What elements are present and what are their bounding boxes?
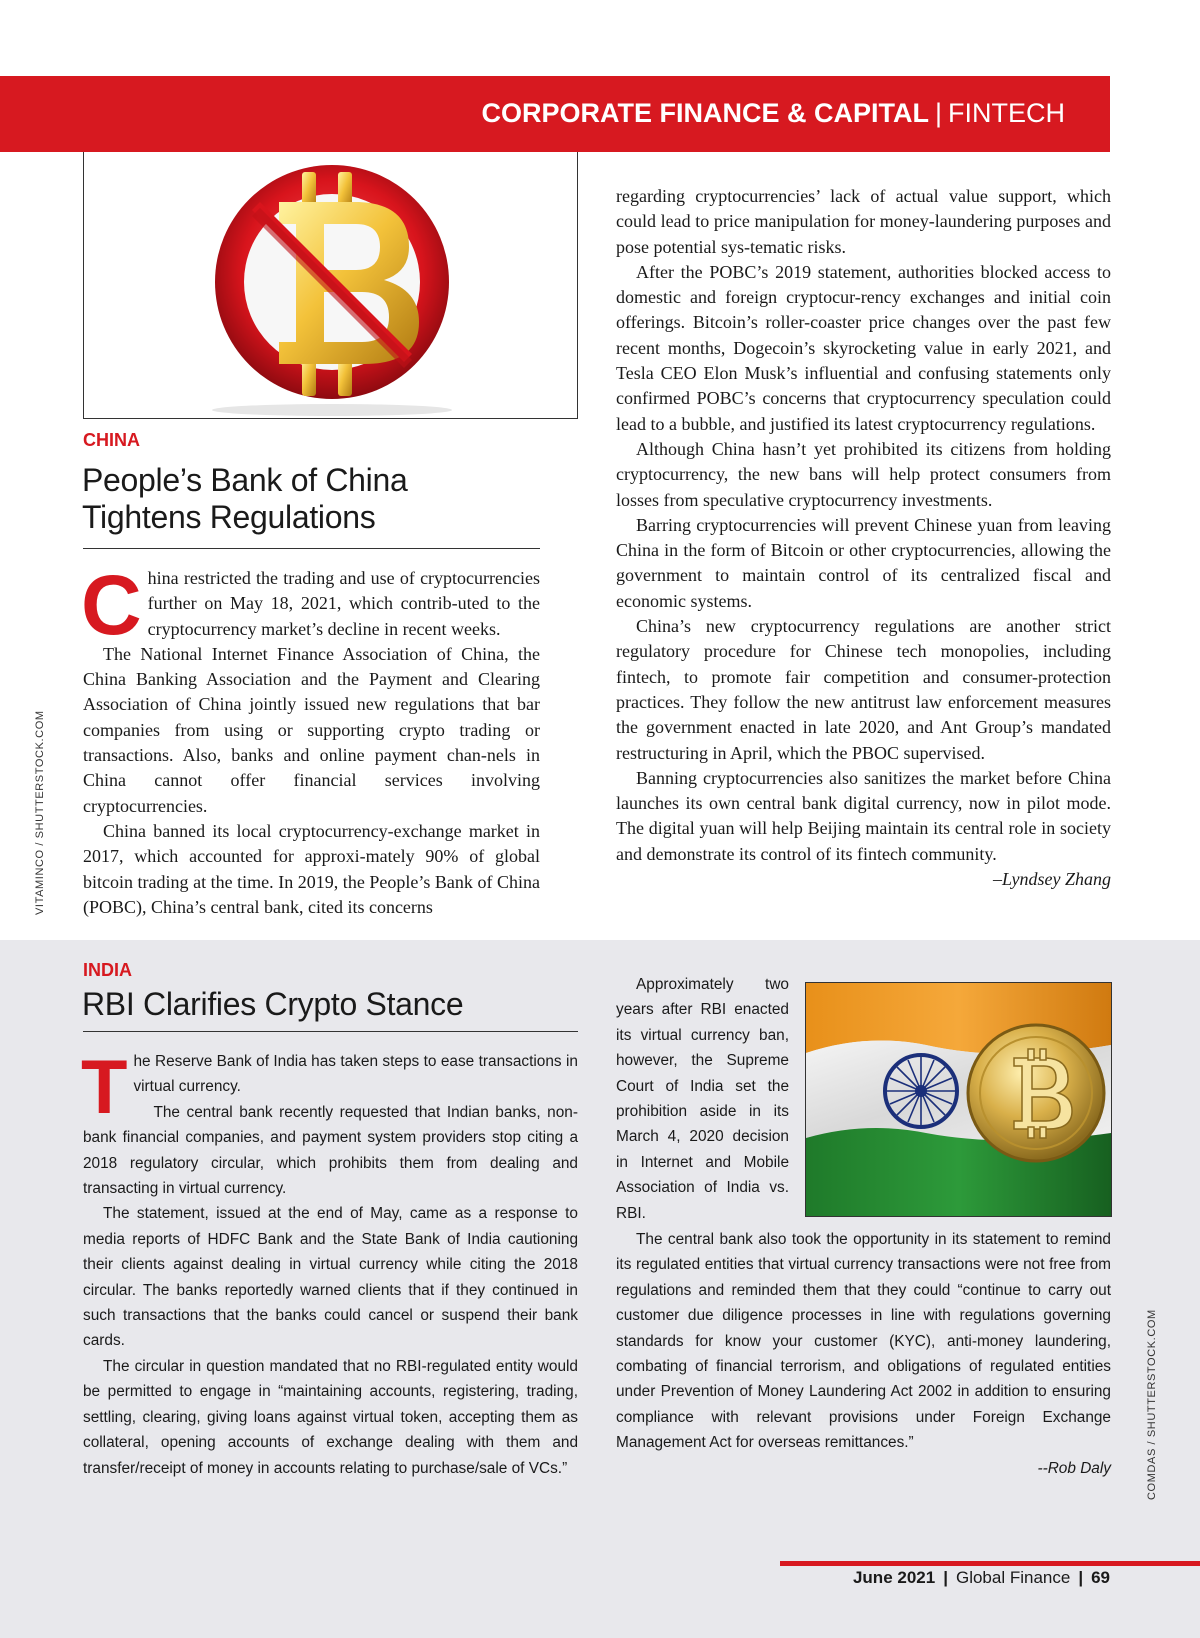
indian-flag-bitcoin-image — [806, 983, 1111, 1216]
china-paragraph-6: Barring cryptocurrencies will prevent Chinese yuan from leaving China in the form of Bitcoin or other cryptocurrencies, allowing the government to maintain control of its centralized fiscal and economic systems. — [616, 514, 1111, 611]
china-paragraph-1 — [81, 558, 540, 652]
footer-date: June 2021 — [852, 1568, 936, 1587]
china-paragraph-2: The National Internet Finance Association of China, the China Banking Association and the Payment and Clearing Association of China jointly issued new regulations that bar companies from using or supporting crypto trading or transactions. Also, banks and online payment chan-nels in China cannot offer financial services involving cryptocurrencies. — [83, 643, 540, 816]
footer-separator-2: | — [1078, 1568, 1084, 1587]
china-paragraph-7: China’s new cryptocurrency regulations are another strict regulatory procedure for Chinese tech monopolies, including fintech, to promote fair competition and consumer-protection practices. They follow the new antitrust law enforcement measures the government enacted in late 2020, and Ant Group’s mandated restructuring in April, which the PBOC supervised. — [616, 616, 1111, 763]
subsection-name: FINTECH — [948, 98, 1065, 128]
india-paragraph-2: The central bank recently requested that Indian banks, non-bank financial companies, and payment system providers stop citing a 2018 regulatory circular, which prohibits them from dealing and transacting in virtual currency. — [83, 1103, 578, 1198]
india-byline: --Rob Daly — [1037, 1459, 1111, 1477]
india-paragraph-5: Approximately two years after RBI enacted its virtual currency ban, however, the Supreme Court of India set the prohibition aside in its March 4, 2020 decision in Internet and Mobile Association of India vs. RBI. — [616, 976, 789, 1222]
china-paragraph-3: China banned its local cryptocurrency-exchange market in 2017, which accounted for approxi-mately 90% of global bitcoin trading at the time. In 2019, the People’s Bank of China (POBC), China’s central bank, cited its concerns — [83, 820, 540, 917]
china-headline-line2: Tightens Regulations — [82, 499, 376, 535]
india-paragraph-4: The circular in question mandated that no RBI-regulated entity would be permitted to engage in “maintaining accounts, registering, trading, settling, clearing, giving loans against virtual token, accepting them as collateral, opening accounts of exchange dealing with them and transfer/receipt of money in accounts relating to purchase/sale of VCs.” — [83, 1357, 578, 1477]
footer-publication: Global Finance — [955, 1568, 1071, 1587]
section-title — [481, 98, 1065, 129]
china-headline — [82, 462, 407, 536]
footer-separator-1: | — [943, 1568, 948, 1587]
india-headline: RBI Clarifies Crypto Stance — [82, 986, 464, 1022]
footer-rule — [780, 1561, 1200, 1566]
china-paragraph-5: Although China hasn’t yet prohibited its citizens from holding cryptocurrency, the new bans will help protect consumers from losses from speculative cryptocurrency investments. — [616, 438, 1111, 510]
china-image-credit: VITAMINCO / SHUTTERSTOCK.COM — [34, 710, 46, 915]
india-headline-rule — [83, 1031, 578, 1032]
page-footer — [853, 1568, 1110, 1588]
section-banner — [0, 76, 1110, 152]
china-article-image — [83, 152, 578, 419]
india-image-credit: COMDAS / SHUTTERSTOCK.COM — [1146, 1309, 1158, 1500]
india-column-2-bottom — [616, 1227, 1111, 1481]
china-paragraph-3-continued: regarding cryptocurrencies’ lack of actual value support, which could lead to price manipulation for money-laundering purposes and pose potential sys-tematic risks. — [616, 186, 1111, 257]
section-name: CORPORATE FINANCE & CAPITAL — [481, 98, 929, 128]
footer-page-number: 69 — [1091, 1568, 1110, 1587]
china-paragraph-1-text: hina restricted the trading and use of cryptocurrencies further on May 18, 2021, which contrib-uted to the cryptocurrency market’s decline in recent weeks. — [147, 568, 540, 639]
india-paragraph-3: The statement, issued at the end of May, came as a response to media reports of HDFC Bank and the State Bank of India cautioning their clients against dealing in virtual currency while citing the 2018 circular. The banks reportedly warned clients that if they continued in such transactions that the banks could cancel or suspend their bank cards. — [83, 1205, 578, 1350]
india-dropcap: T — [81, 1045, 128, 1130]
india-kicker: INDIA — [83, 960, 132, 980]
section-separator: | — [934, 98, 942, 128]
india-paragraph-1-text: he Reserve Bank of India has taken steps to ease transactions in virtual currency. — [133, 1053, 578, 1096]
china-byline: –Lyndsey Zhang — [993, 869, 1111, 890]
india-paragraph-6: The central bank also took the opportunity in its statement to remind its regulated entities that virtual currency transactions were not free from regulations and reminded them that they could “continue to carry out customer due diligence processes in line with regulations governing standards for know your customer (KYC), anti-money laundering, combating of financial terrorism, and obligations of regulated entities under Prevention of Money Laundering Act 2002 in addition to ensuring compliance with relevant provisions under Foreign Exchange Management Act for overseas remittances.” — [616, 1231, 1111, 1452]
china-headline-rule — [83, 548, 540, 549]
china-dropcap: C — [81, 558, 142, 652]
india-paragraph-1 — [81, 1045, 578, 1130]
china-headline-line1: People’s Bank of China — [82, 462, 408, 498]
india-column-1 — [81, 1045, 578, 1481]
india-column-2-top — [616, 972, 789, 1226]
india-article-image — [805, 982, 1112, 1217]
china-paragraph-4: After the POBC’s 2019 statement, authorities blocked access to domestic and foreign cryptocur-rency exchanges and initial coin offerings. Bitcoin’s roller-coaster price changes over the past few recent months, Dogecoin’s skyrocketing value in early 2021, and Tesla CEO Elon Musk’s influential and confusing statements only confirmed POBC’s concerns that cryptocurrency speculation could lead to a bubble, and justified its latest cryptocurrency regulations. — [616, 261, 1111, 434]
china-paragraph-8: Banning cryptocurrencies also sanitizes the market before China launches its own central bank digital currency, now in pilot mode. The digital yuan will help Beijing maintain its central role in society and demonstrate its control of its fintech community. — [616, 767, 1111, 864]
no-bitcoin-icon — [84, 152, 577, 418]
china-column-2 — [616, 184, 1111, 892]
china-column-1 — [81, 558, 540, 920]
china-kicker: CHINA — [83, 430, 140, 450]
